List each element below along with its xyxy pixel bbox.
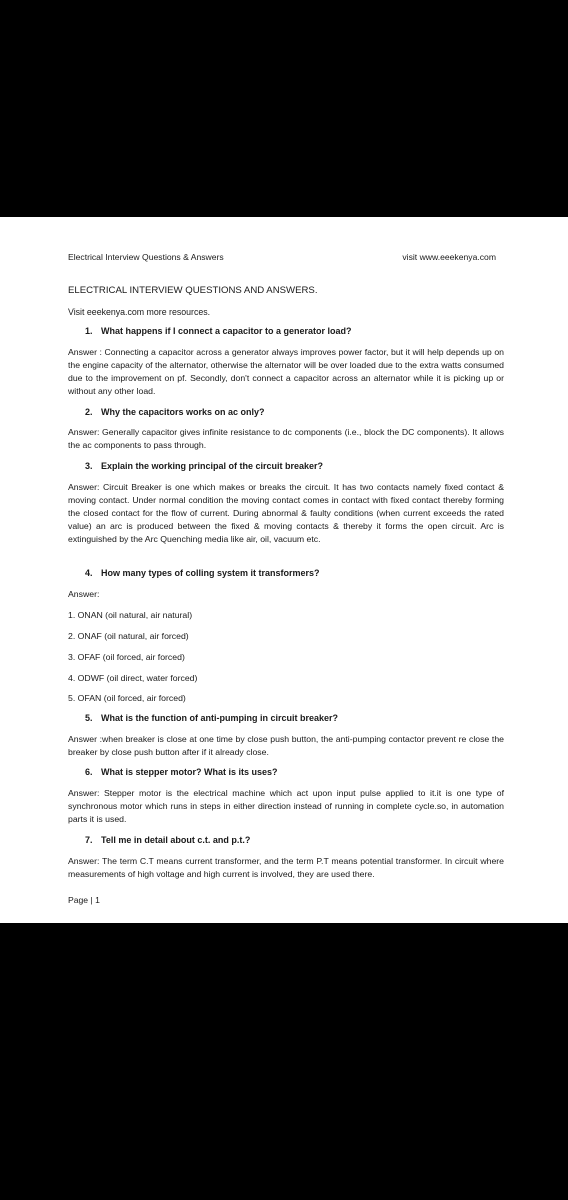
answer-7: Answer: The term C.T means current transformer, and the term P.T means potential transformer. In circuit where measurements of high voltage and high current is involved, they are used there. [68, 856, 504, 880]
question-3 [85, 461, 323, 471]
question-text: What is stepper motor? What is its uses? [101, 767, 278, 777]
answer-6: Answer: Stepper motor is the electrical machine which act upon input pulse applied to it.it is one type of synchronous motor which runs in steps in either direction instead of running in complete cycle.so, in automation parts it is used. [68, 788, 504, 825]
answer-4-label: Answer: [68, 589, 100, 599]
answer-3: Answer: Circuit Breaker is one which makes or breaks the circuit. It has two contacts namely fixed contact & moving contact. Under normal condition the moving contact comes in contact with fixed contact thereby forming the closed contact for the flow of current. During abnormal & faulty conditions (when current exceeds the rated value) an arc is produced between the fixed & moving contacts & thereby it forms the open circuit. Arc is extinguished by the Arc Quenching media like air, oil, vacuum etc. [68, 482, 504, 545]
bottom-black-bar [0, 923, 568, 1200]
document-title: ELECTRICAL INTERVIEW QUESTIONS AND ANSWERS. [68, 285, 318, 296]
answer-5: Answer :when breaker is close at one time by close push button, the anti-pumping contactor prevent re close the breaker by close push button after if it already close. [68, 734, 504, 758]
question-number: 6. [85, 767, 93, 777]
question-6 [85, 767, 278, 777]
answer-2: Answer: Generally capacitor gives infinite resistance to dc components (i.e., block the DC components). It allows the ac components to pass through. [68, 427, 504, 451]
page-header-left: Electrical Interview Questions & Answers [68, 252, 224, 262]
question-text: What is the function of anti-pumping in circuit breaker? [101, 713, 339, 723]
question-number: 4. [85, 568, 93, 578]
question-1 [85, 326, 352, 336]
page-footer: Page | 1 [68, 895, 100, 905]
question-number: 3. [85, 461, 93, 471]
cooling-type-item: 5. OFAN (oil forced, air forced) [68, 693, 186, 703]
top-black-bar [0, 0, 568, 217]
question-number: 1. [85, 326, 93, 336]
question-text: Tell me in detail about c.t. and p.t.? [101, 835, 251, 845]
cooling-type-item: 1. ONAN (oil natural, air natural) [68, 610, 193, 620]
question-5 [85, 713, 338, 723]
cooling-type-item: 2. ONAF (oil natural, air forced) [68, 631, 189, 641]
question-number: 7. [85, 835, 93, 845]
question-text: How many types of colling system it transformers? [101, 568, 320, 578]
question-number: 2. [85, 407, 93, 417]
cooling-type-item: 3. OFAF (oil forced, air forced) [68, 652, 185, 662]
intro-text: Visit eeekenya.com more resources. [68, 307, 211, 317]
question-text: Explain the working principal of the circuit breaker? [101, 461, 324, 471]
answer-1: Answer : Connecting a capacitor across a generator always improves power factor, but it will help depends up on the engine capacity of the alternator, otherwise the alternator will be over loaded due to the extra watts consumed due to the improvement on pf. Secondly, don't connect a capacitor across an alternator while it is picking up or without any other load. [68, 347, 504, 397]
question-text: Why the capacitors works on ac only? [101, 407, 265, 417]
question-4 [85, 568, 320, 578]
question-number: 5. [85, 713, 93, 723]
question-text: What happens if I connect a capacitor to a generator load? [101, 326, 352, 336]
cooling-type-item: 4. ODWF (oil direct, water forced) [68, 673, 198, 683]
page-header-right: visit www.eeekenya.com [402, 252, 496, 262]
question-7 [85, 835, 250, 845]
document-page [0, 217, 568, 923]
question-2 [85, 407, 265, 417]
